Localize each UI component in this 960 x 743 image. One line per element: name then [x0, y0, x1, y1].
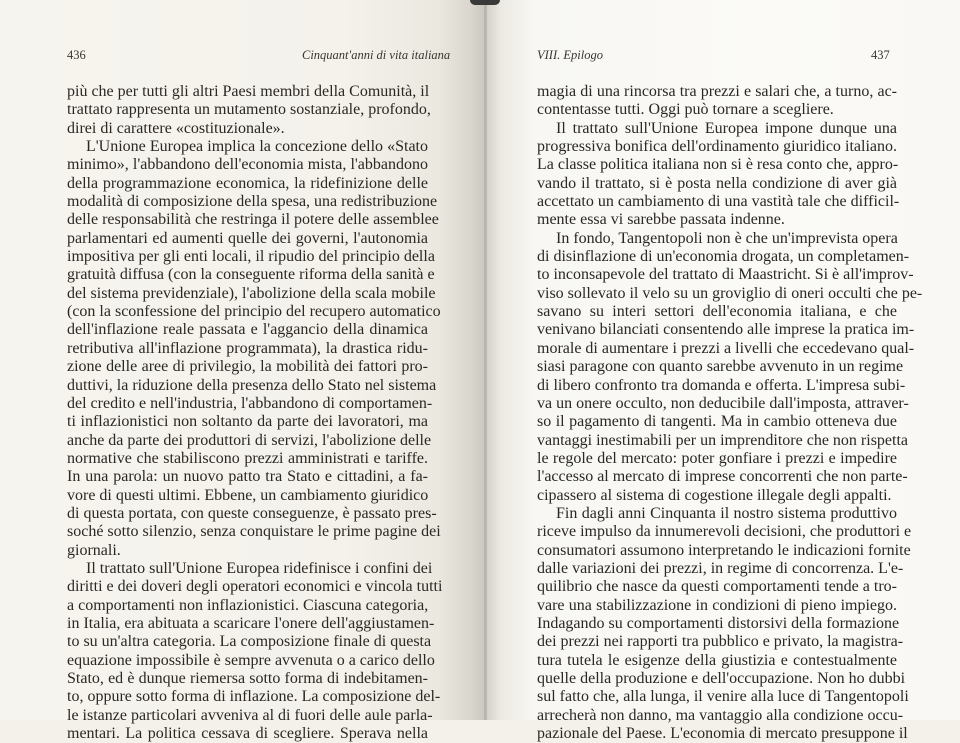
- text-line: in Italia, era abituata a scaricare l'onere dell'aggiustamen-: [67, 614, 435, 632]
- text-line: contentasse tutti. Oggi può tornare a scegliere.: [537, 101, 834, 119]
- text-line: vantaggi inestimabili per un imprenditore che non rispetta: [537, 431, 909, 449]
- text-line: equazione impossibile è sempre avvenuta o a carico dello: [67, 651, 435, 669]
- text-line: sul fatto che, alla lunga, il venire alla luce di Tangentopoli: [537, 688, 909, 706]
- text-line: to inconsapevole del trattato di Maastricht. Si è all'improv-: [537, 266, 914, 284]
- text-line: mentari. La politica cessava di scegliere. Sperava nella: [67, 725, 428, 743]
- text-line: vare una stabilizzazione in condizioni di pieno impiego.: [537, 596, 897, 614]
- text-line: della programmazione economica, la ridefinizione delle: [67, 174, 428, 192]
- text-line: quelle della produzione e dell'occupazione. Non ho dubbi: [537, 670, 906, 687]
- text-line: impositiva per gli enti locali, il ripudio del principio della: [67, 248, 435, 266]
- text-line: più che per tutti gli altri Paesi membri della Comunità, il: [67, 83, 430, 100]
- text-line: le istanze particolari avveniva al di fuori delle aule parla-: [67, 706, 433, 724]
- text-line: morale di aumentare i prezzi a livelli che eccedevano qual-: [537, 339, 915, 357]
- text-line: duttivi, la riduzione della presenza dello Stato nel sistema: [67, 376, 437, 394]
- text-line: so il pagamento di tangenti. Ma in cambio otteneva due: [537, 413, 897, 431]
- text-line: to su un'altra categoria. La composizione finale di questa: [67, 633, 432, 651]
- text-line: Fin dagli anni Cinquanta il nostro sistema produttivo: [556, 504, 897, 522]
- text-line: dell'inflazione reale passata e l'aggancio della dinamica: [67, 321, 428, 339]
- text-line: siasi paragone con quanto sarebbe avvenuto in un regime: [537, 358, 904, 376]
- text-line: pazionale del Paese. L'economia di mercato presuppone il: [537, 725, 908, 743]
- text-line: zione delle aree di privilegio, la mobilità dei fattori pro-: [67, 358, 428, 376]
- text-line: Il trattato sull'Unione Europea impone dunque una: [556, 119, 897, 137]
- text-line: soché sotto silenzio, senza conquistare le prime pagine dei: [67, 523, 441, 541]
- text-line: gratuità diffusa (con la conseguente riforma della sanità e: [67, 266, 435, 284]
- text-line: Indagando su comportamenti distorsivi della formazione: [537, 614, 900, 632]
- text-line: arrecherà non danno, ma vantaggio alla condizione occu-: [537, 706, 904, 724]
- text-line: l'accesso al mercato di imprese concorrenti che non parte-: [537, 468, 908, 486]
- text-line: di libero confronto tra domanda e offerta. L'impresa subi-: [537, 376, 906, 394]
- text-line: normative che stabiliscono prezzi amministrati e tariffe.: [67, 449, 428, 467]
- text-line: di questa portata, con queste conseguenze, è passato pres-: [67, 504, 437, 522]
- text-line: retributiva all'inflazione programmata), la drastica ridu-: [67, 339, 428, 357]
- text-line: minimo», l'abbandono dell'economia mista, l'abbandono: [67, 156, 428, 174]
- page-number-left: 436: [67, 48, 86, 62]
- text-line: tura tutela le esigenze della giustizia e contestualmente: [537, 651, 897, 669]
- text-line: le regole del mercato: poter gonfiare i prezzi e impedire: [537, 449, 897, 467]
- spine-shadow: [470, 0, 500, 5]
- text-line: to, oppure sotto forma di inflazione. La composizione del-: [67, 688, 441, 706]
- text-line: cipassero al sistema di cogestione illegale degli appalti.: [537, 486, 892, 504]
- text-line: modalità di composizione della spesa, una redistribuzione: [67, 193, 438, 211]
- text-line: vando il trattato, si è posta nella condizione di aver già: [537, 174, 897, 192]
- book-spine: [484, 0, 487, 720]
- text-line: Stato, ed è dunque riemersa sotto forma di indebitamen-: [67, 670, 428, 687]
- text-line: del credito e nell'industria, l'abbandono di comportamen-: [67, 394, 433, 412]
- text-line: giornali.: [67, 541, 121, 559]
- text-line: vore di questi ultimi. Ebbene, un cambiamento giuridico: [67, 486, 429, 504]
- text-line: venivano bilanciati consentendo alle imprese la pratica im-: [537, 321, 915, 339]
- text-line: quilibrio che nasce da questi comportamenti tende a tro-: [537, 578, 897, 596]
- left-page-body: [67, 83, 443, 743]
- text-line: accettato un cambiamento di una vastità tale che difficil-: [537, 193, 900, 211]
- text-line: trattato rappresenta un mutamento sostanziale, profondo,: [67, 101, 431, 119]
- text-line: dei prezzi nei rapporti tra pubblico e privato, la magistra-: [537, 633, 904, 651]
- text-line: riceve impulso da innumerevoli decisioni, che produttori e: [537, 523, 912, 541]
- text-line: diritti e dei doveri degli operatori economici e vincola tutti: [67, 578, 443, 596]
- text-line: dalle variazioni dei prezzi, in regime di concorrenza. L'e-: [537, 559, 904, 577]
- text-line: La classe politica italiana non si è resa conto che, appro-: [537, 156, 899, 174]
- text-line: Il trattato sull'Unione Europea ridefinisce i confini dei: [86, 559, 433, 577]
- text-line: L'Unione Europea implica la concezione dello «Stato: [86, 138, 428, 156]
- text-line: savano su interi settori dell'economia italiana, e che: [537, 303, 897, 321]
- running-title-left: Cinquant'anni di vita italiana: [302, 48, 451, 62]
- text-line: ti inflazionistici non soltanto da parte dei lavoratori, ma: [67, 413, 428, 431]
- text-line: a comportamenti non inflazionistici. Ciascuna categoria,: [67, 596, 429, 614]
- text-line: In fondo, Tangentopoli non è che un'imprevista opera: [556, 229, 898, 247]
- right-page-body: [537, 83, 923, 743]
- text-line: del sistema previdenziale), l'abolizione della scala mobile: [67, 284, 436, 302]
- running-title-right: VIII. Epilogo: [537, 48, 603, 62]
- text-line: anche da parte dei produttori di servizi, l'abolizione delle: [67, 431, 432, 449]
- text-line: mente essa vi sarebbe passata indenne.: [537, 211, 785, 229]
- text-line: progressiva bonifica dell'ordinamento giuridico italiano.: [537, 138, 897, 156]
- text-line: di disinflazione di un'economia drogata, un completamen-: [537, 248, 910, 266]
- text-line: viso sollevato il velo su un groviglio di oneri occulti che pe-: [537, 284, 923, 302]
- text-line: direi di carattere «costituzionale».: [67, 119, 285, 137]
- text-line: (con la sconfessione del principio del recupero automatico: [67, 303, 441, 321]
- text-line: parlamentari ed aumenti quelle dei governi, l'autonomia: [67, 229, 428, 247]
- text-line: delle responsabilità che restringa il potere delle assemblee: [67, 211, 439, 229]
- text-line: magia di una rincorsa tra prezzi e salari che, a turno, ac-: [537, 83, 897, 100]
- page-number-right: 437: [871, 48, 890, 62]
- text-line: consumatori assumono interpretando le indicazioni fornite: [537, 541, 911, 559]
- text-line: va un onere occulto, non deducibile dall'imposta, attraver-: [537, 394, 909, 412]
- text-line: In una parola: un nuovo patto tra Stato e cittadini, a fa-: [67, 468, 428, 486]
